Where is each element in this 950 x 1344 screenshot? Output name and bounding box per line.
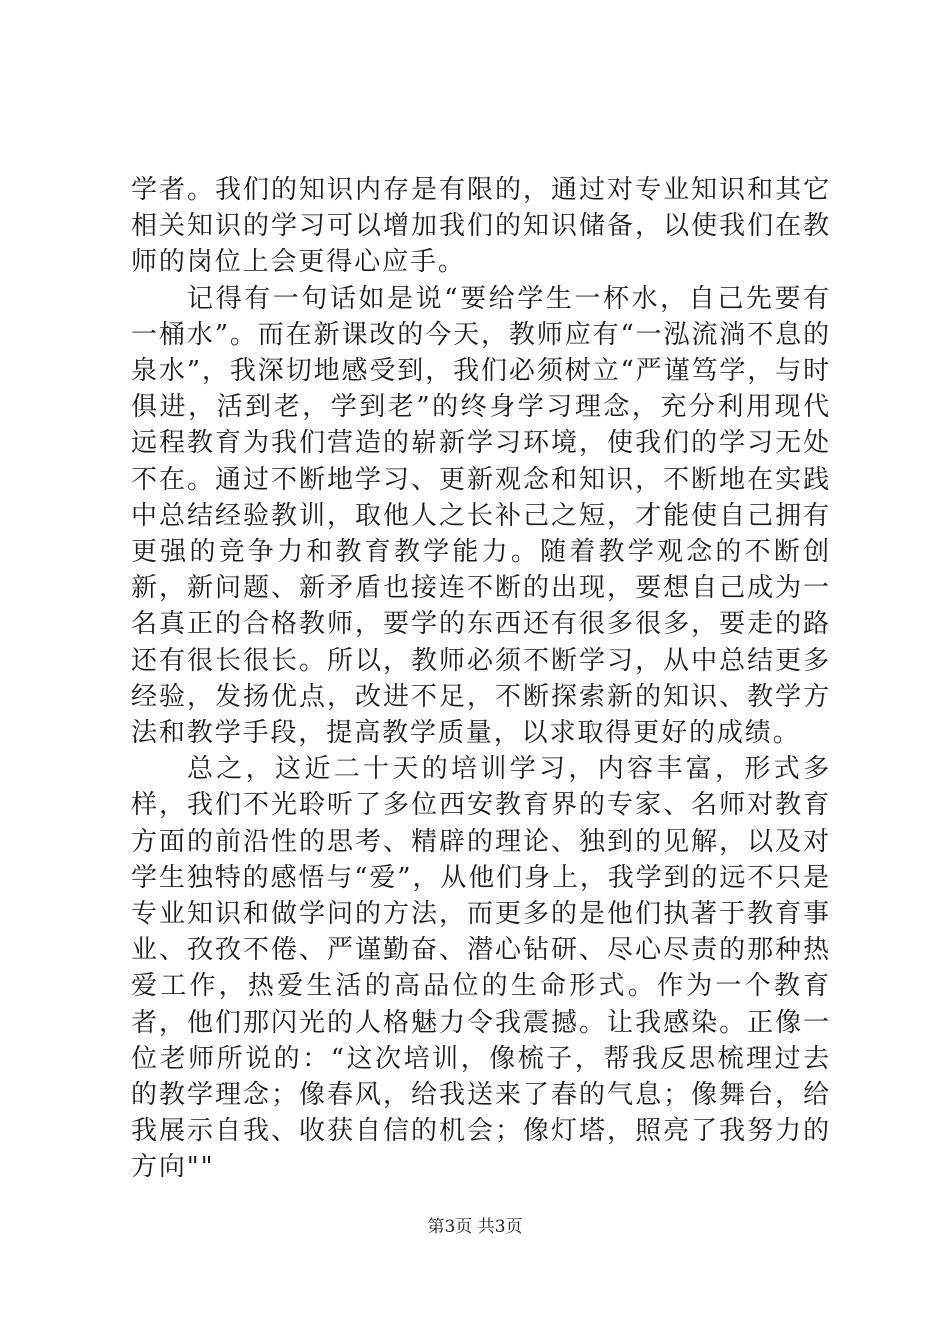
paragraph-continuation: 学者。我们的知识内存是有限的，通过对专业知识和其它相关知识的学习可以增加我们的知识储备，以使我们在教师的岗位上会更得心应手。	[131, 175, 831, 278]
paragraph-lifelong-learning: 记得有一句话如是说“要给学生一杯水，自己先要有一桶水”。而在新课改的今天，教师应有“一泓流淌不息的泉水”，我深切地感受到，我们必须树立“严谨笃学，与时俱进，活到老，学到老”的终身学习理念，充分利用现代远程教育为我们营造的崭新学习环境，使我们的学习无处不在。通过不断地学习、更新观念和知识，不断地在实践中总结经验教训，取他人之长补己之短，才能使自己拥有更强的竞争力和教育教学能力。随着教学观念的不断创新，新问题、新矛盾也接连不断的出现，要想自己成为一名真正的合格教师，要学的东西还有很多很多，要走的路还有很长很长。所以，教师必须不断学习，从中总结更多经验，发扬优点，改进不足，不断探索新的知识、教学方法和教学手段，提高教学质量，以求取得更好的成绩。	[131, 283, 831, 749]
document-body	[131, 172, 831, 1186]
page-footer: 第3页 共3页	[427, 1217, 523, 1237]
paragraph-conclusion: 总之，这近二十天的培训学习，内容丰富，形式多样，我们不光聆听了多位西安教育界的专家、名师对教育方面的前沿性的思考、精辟的理论、独到的见解，以及对学生独特的感悟与“爱”，从他们身上，我学到的远不只是专业知识和做学问的方法，而更多的是他们执著于教育事业、孜孜不倦、严谨勤奋、潜心钻研、尽心尽责的那种热爱工作，热爱生活的高品位的生命形式。作为一个教育者，他们那闪光的人格魅力令我震撼。让我感染。正像一位老师所说的：“这次培训，像梳子，帮我反思梳理过去的教学理念；像春风，给我送来了春的气息；像舞台，给我展示自我、收获自信的机会；像灯塔，照亮了我努力的方向""	[131, 754, 831, 1183]
